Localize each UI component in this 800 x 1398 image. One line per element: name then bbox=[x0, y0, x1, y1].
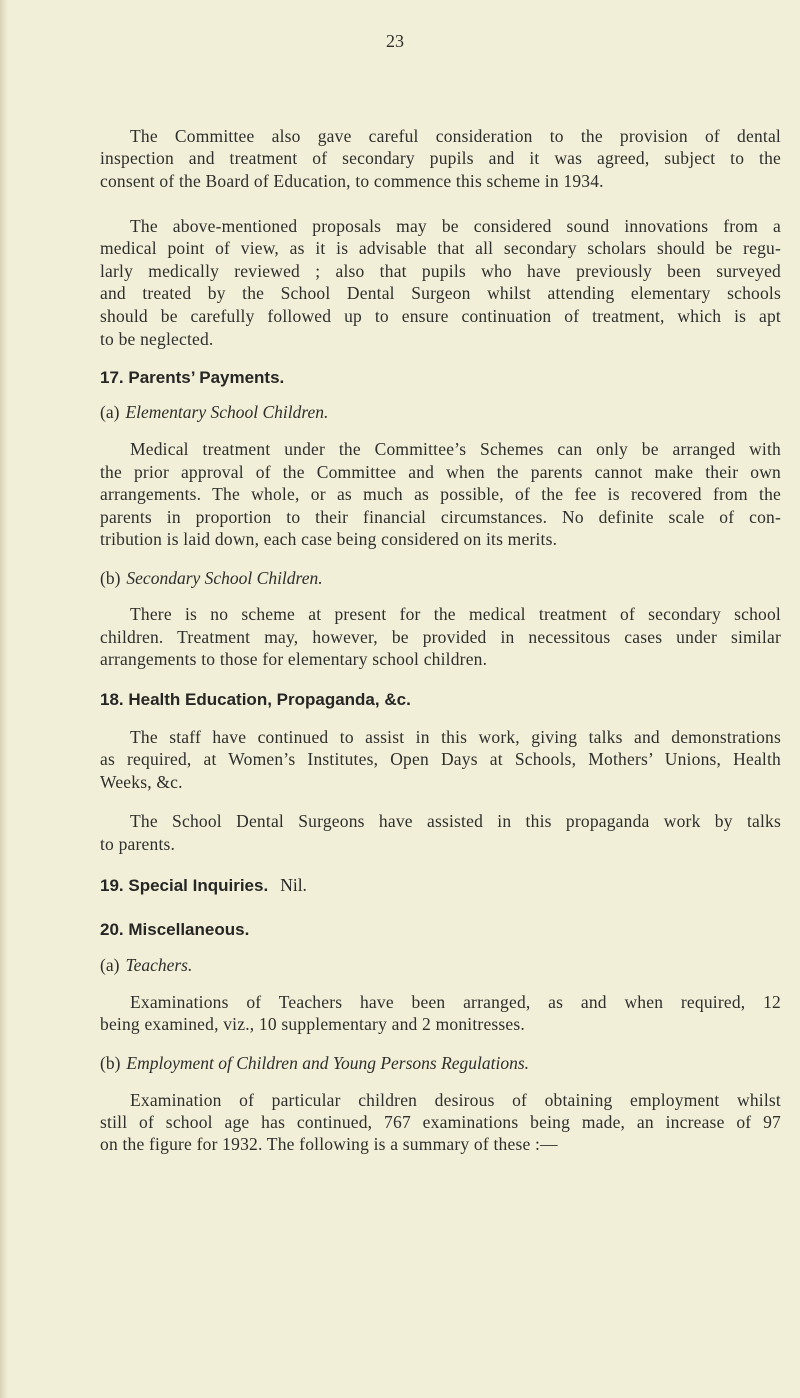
heading-text: 19. Special Inquiries. bbox=[100, 876, 269, 895]
paragraph-line: consent of the Board of Education, to commence this scheme in 1934. bbox=[100, 171, 604, 191]
paragraph-line: Medical treatment under the Committee’s Schemes can only be arranged with bbox=[130, 439, 781, 459]
paragraph-line: Weeks, &c. bbox=[100, 772, 183, 792]
paragraph-line: There is no scheme at present for the medical treatment of secondary school bbox=[130, 604, 781, 624]
paragraph-line: arrangements to those for elementary school children. bbox=[100, 649, 488, 669]
paragraph-line: arrangements. The whole, or as much as possible, of the fee is recovered from the bbox=[100, 484, 781, 504]
paragraph-line: tribution is laid down, each case being considered on its merits. bbox=[100, 529, 558, 549]
page-number: 23 bbox=[386, 31, 404, 51]
heading-text: 17. Parents’ Payments. bbox=[100, 368, 285, 387]
paragraph-line: The staff have continued to assist in this work, giving talks and demonstrations bbox=[130, 727, 781, 747]
paragraph-line: inspection and treatment of secondary pupils and it was agreed, subject to the bbox=[100, 148, 781, 168]
subsection-heading bbox=[100, 567, 323, 589]
subsection-heading bbox=[100, 401, 328, 423]
paragraph-line: still of school age has continued, 767 examinations being made, an increase of 97 bbox=[100, 1112, 781, 1132]
subsection-heading bbox=[100, 1052, 529, 1074]
section-heading bbox=[100, 919, 249, 941]
paragraph-line: The above-mentioned proposals may be considered sound innovations from a bbox=[130, 216, 781, 236]
paragraph-line: larly medically reviewed ; also that pupils who have previously been surveyed bbox=[100, 261, 781, 281]
subsection-label: (a) bbox=[100, 402, 120, 422]
subsection-label: (b) bbox=[100, 568, 121, 588]
paragraph-line: to be neglected. bbox=[100, 329, 214, 349]
subsection-title: Teachers. bbox=[125, 955, 193, 975]
paragraph-line: children. Treatment may, however, be provided in necessitous cases under similar bbox=[100, 627, 781, 647]
section-heading bbox=[100, 689, 411, 711]
paragraph-line: and treated by the School Dental Surgeon whilst attending elementary schools bbox=[100, 283, 781, 303]
paragraph-line: as required, at Women’s Institutes, Open Days at Schools, Mothers’ Unions, Health bbox=[100, 749, 781, 769]
subsection-heading bbox=[100, 954, 192, 976]
heading-note: Nil. bbox=[280, 875, 307, 895]
paragraph-line: should be carefully followed up to ensure continuation of treatment, which is apt bbox=[100, 306, 781, 326]
section-heading bbox=[100, 367, 284, 389]
paragraph-line: The Committee also gave careful consideration to the provision of dental bbox=[130, 126, 781, 146]
paragraph-line: medical point of view, as it is advisable that all secondary scholars should be regu- bbox=[100, 238, 781, 258]
paragraph-line: parents in proportion to their financial circumstances. No definite scale of con- bbox=[100, 507, 781, 527]
heading-text: 20. Miscellaneous. bbox=[100, 920, 250, 939]
subsection-label: (a) bbox=[100, 955, 120, 975]
subsection-title: Employment of Children and Young Persons Regulations. bbox=[126, 1053, 530, 1073]
subsection-title: Elementary School Children. bbox=[125, 402, 329, 422]
paragraph-line: to parents. bbox=[100, 834, 176, 854]
section-heading bbox=[100, 874, 307, 897]
paragraph-line: Examinations of Teachers have been arranged, as and when required, 12 bbox=[130, 992, 781, 1012]
paragraph-line: on the figure for 1932. The following is a summary of these :— bbox=[100, 1134, 558, 1154]
subsection-label: (b) bbox=[100, 1053, 121, 1073]
paragraph-line: being examined, viz., 10 supplementary and 2 monitresses. bbox=[100, 1014, 525, 1034]
paragraph-line: The School Dental Surgeons have assisted in this propaganda work by talks bbox=[130, 811, 781, 831]
paragraph-line: Examination of particular children desirous of obtaining employment whilst bbox=[130, 1090, 781, 1110]
heading-text: 18. Health Education, Propaganda, &c. bbox=[100, 690, 411, 709]
paragraph-line: the prior approval of the Committee and when the parents cannot make their own bbox=[100, 462, 781, 482]
subsection-title: Secondary School Children. bbox=[126, 568, 323, 588]
